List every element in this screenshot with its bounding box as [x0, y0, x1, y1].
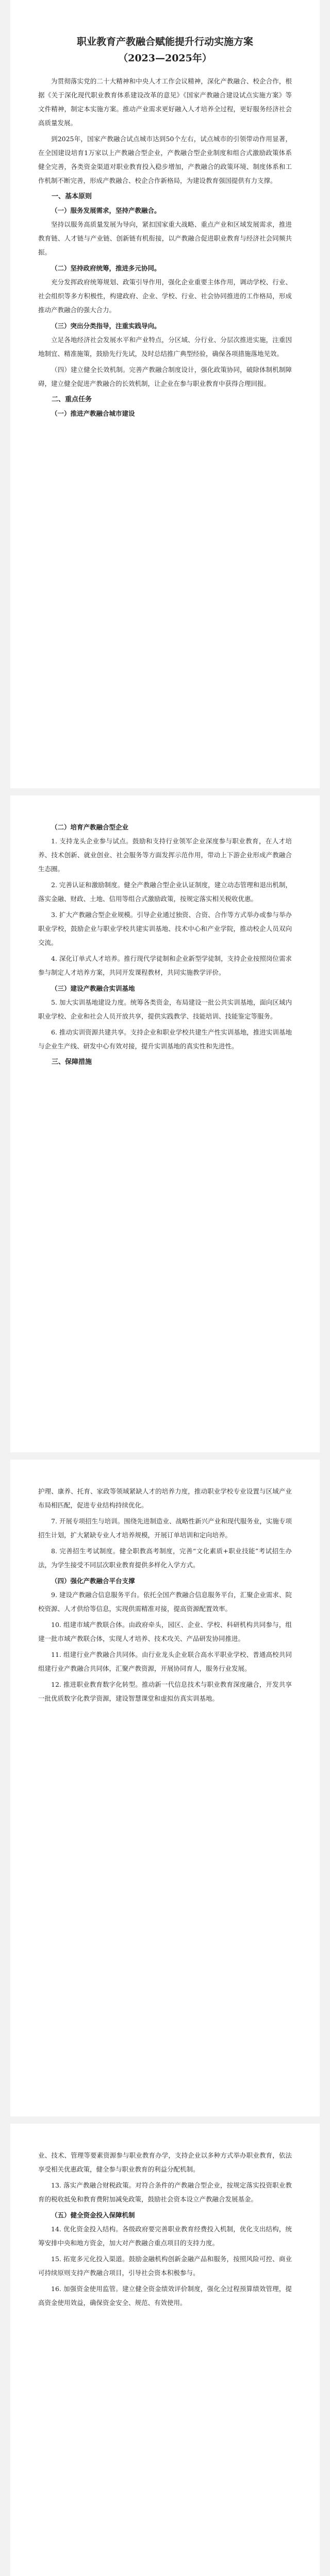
- paragraph: 2. 完善认证和激励制度。健全产教融合型企业认证制度，建立动态管理和退出机制，落实金融、财政、土地、信用等组合式激励政策，按规定落实相关税收优惠。: [38, 881, 292, 903]
- document-title: 职业教育产教融合赋能提升行动实施方案: [76, 36, 253, 47]
- paragraph: 1. 支持龙头企业参与试点。鼓励和支持行业领军企业深度参与职业教育，在人才培养、技术创新、就业创业、社会服务等方面发挥示范作用，带动上下游企业形成产教融合生态圈。: [38, 837, 292, 873]
- paragraph: 6. 推动实训资源共建共享。支持企业和职业学校共建生产性实训基地，推进实训基地与企业生产线、研发中心有效对接，提升实训基地的真实性和先进性。: [38, 1028, 292, 1050]
- paragraph: 10. 组建市域产教联合体。由政府牵头，园区、企业、学校、科研机构共同参与，组建一批市域产教联合体，实现人才培养、技术攻关、产品研发协同推进。: [38, 1621, 292, 1642]
- paragraph: 8. 完善招生考试制度。健全职教高考制度，完善“文化素质+职业技能”考试招生办法，为学生接受不同层次职业教育提供多样化入学方式。: [38, 1547, 292, 1569]
- paragraph: 坚持以服务高质量发展为导向，紧扣国家重大战略、重点产业和区域发展需求，推进教育链、人才链与产业链、创新链有机衔接，以产教融合促进职业教育与经济社会同频共振。: [38, 221, 292, 256]
- page-4: [10, 2124, 320, 2576]
- section-heading: 二、重点任务: [52, 396, 92, 403]
- subsection-heading: （一）推进产教融合城市建设: [51, 410, 135, 417]
- document-subtitle: （2023—2025年）: [118, 53, 212, 64]
- paragraph: 护理、康养、托育、家政等领域紧缺人才的培养力度，推动职业学校专业设置与区域产业布局相匹配，促进专业结构持续优化。: [38, 1487, 292, 1509]
- paragraph: 12. 推进职业教育数字化转型。推动新一代信息技术与职业教育深度融合，开发共享一批优质数字化教学资源，建设智慧课堂和虚拟仿真实训基地。: [38, 1681, 292, 1702]
- section-heading: 一、基本原则: [52, 193, 92, 200]
- page-1: [10, 0, 320, 788]
- paragraph: 15. 拓宽多元化投入渠道。鼓励金融机构创新金融产品和服务，按照风险可控、商业可持续原则支持产教融合项目，引导社会资本积极参与。: [38, 2255, 292, 2277]
- subsection-heading: （三）突出分类指导，注重实践导向。: [51, 322, 161, 330]
- paragraph: 7. 开展专项招生与培训。围绕先进制造业、战略性新兴产业和现代服务业，实施专项招生计划，扩大紧缺专业人才培养规模，开展订单培训和定向培养。: [38, 1517, 292, 1539]
- paragraph: 9. 建设产教融合信息服务平台。依托全国产教融合信息服务平台，汇聚企业需求、院校资源、人才供给等信息，实现供需精准对接，提高资源配置效率。: [38, 1591, 292, 1613]
- paragraph: 充分发挥政府统筹规划、政策引导作用，强化企业重要主体作用，调动学校、行业、社会组织等多方积极性，构建政府、企业、学校、行业、社会协同推进的工作格局，形成推动产教融合的强大合力。: [38, 278, 292, 314]
- paragraph: 5. 加大实训基地建设力度。统筹各类资金，布局建设一批公共实训基地，面向区域内职业学校、企业和社会人员开放共享，提供实践教学、技能培训、技能鉴定等服务。: [38, 998, 292, 1020]
- subsection-heading: （二）坚持政府统筹，推进多元协同。: [51, 264, 161, 272]
- subsection-heading: （一）服务发展需求，坚持产教融合。: [51, 207, 161, 214]
- paragraph: 14. 优化资金投入结构。各级政府要完善职业教育经费投入机制，优化支出结构，统筹安排中央和地方资金，加大对产教融合重点项目的支持力度。: [38, 2225, 292, 2247]
- paragraph: 16. 加强资金使用监管。建立健全资金绩效评价制度，强化全过程预算绩效管理，提高资金使用效益，确保资金安全、规范、有效使用。: [38, 2285, 292, 2307]
- subsection-heading: （二）培育产教融合型企业: [51, 823, 129, 831]
- paragraph: 业、技术、管理等要素资源参与职业教育办学，支持企业以多种方式举办职业教育，依法享受相关优惠政策，健全参与职业教育的利益分配机制。: [38, 2151, 292, 2173]
- intro-paragraph: 为贯彻落实党的二十大精神和中央人才工作会议精神，深化产教融合、校企合作，根据《关于深化现代职业教育体系建设改革的意见》《国家产教融合建设试点实施方案》等文件精神，制定本实施方案。推动产业需求更好融入人才培养全过程，更好服务经济社会高质量发展。: [38, 77, 292, 127]
- paragraph: （四）建立健全长效机制。完善产教融合制度设计，强化政策协同，破除体制机制障碍，建立健全促进产教融合的长效机制，让企业在参与职业教育中获得合理回报。: [38, 366, 292, 387]
- page-3: [10, 1460, 320, 2116]
- paragraph: 3. 扩大产教融合型企业规模。引导企业通过独资、合资、合作等方式举办或参与举办职业学校，鼓励企业与职业学校共建实训基地、技术中心和产业学院，推动校企人员双向交流。: [38, 911, 292, 946]
- page-2: [10, 795, 320, 1452]
- paragraph: 13. 落实产教融合财税政策。对符合条件的产教融合型企业，按规定落实投资职业教育的税收抵免和教育费附加减免政策，鼓励社会资本设立产教融合发展基金。: [38, 2181, 292, 2203]
- subsection-heading: （三）建设产教融合实训基地: [51, 985, 135, 992]
- subsection-heading: （五）健全资金投入保障机制: [51, 2211, 135, 2219]
- intro-paragraph: 到2025年，国家产教融合试点城市达到50个左右，试点城市的引领带动作用显著，在全国建设培育1万家以上产教融合型企业，产教融合型企业制度和组合式激励政策体系健全完善，各类资金渠道对职业教育投入稳步增加，产教融合的政策环境、制度体系和工作机制不断完善，形成产教融合、校企合作新格局，为建设教育强国提供有力支撑。: [38, 135, 292, 184]
- subsection-heading: （四）强化产教融合平台支撑: [51, 1577, 135, 1585]
- paragraph: 11. 组建行业产教融合共同体。由行业龙头企业联合高水平职业学校、普通高校共同组建行业产教融合共同体，汇聚产教资源，开展协同育人，服务行业发展。: [38, 1651, 292, 1672]
- paragraph: 4. 深化订单式人才培养。推行现代学徒制和企业新型学徒制，支持企业按照岗位需求参与制定人才培养方案，共同开发课程教材，共同实施教学评价。: [38, 955, 292, 976]
- paragraph: 立足各地经济社会发展水平和产业特点，分区域、分行业、分层次推进实施，注重因地制宜、精准施策，鼓励先行先试，及时总结推广典型经验，确保各项措施落地见效。: [38, 336, 292, 358]
- section-heading: 三、保障措施: [52, 1058, 92, 1066]
